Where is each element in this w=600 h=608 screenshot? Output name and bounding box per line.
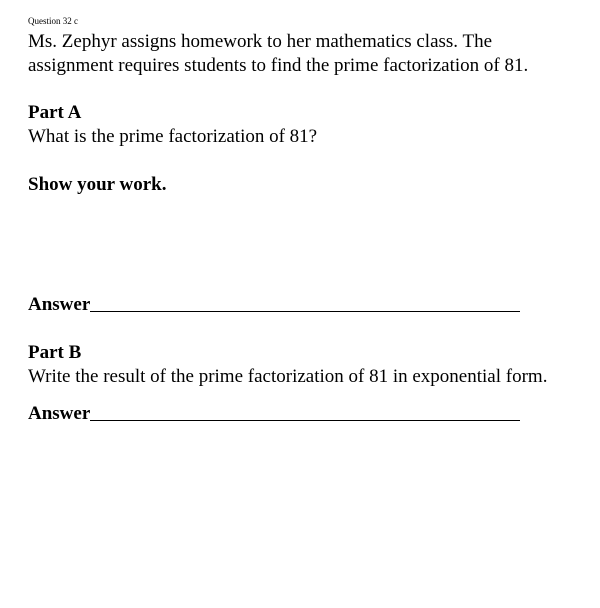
intro-line-1: Ms. Zephyr assigns homework to her mathematics class. The <box>28 31 492 52</box>
question-intro <box>28 30 588 78</box>
part-b-question: Write the result of the prime factorization of 81 in exponential form. <box>28 366 548 387</box>
part-a-answer-label: Answer <box>28 294 91 315</box>
part-b-answer-label: Answer <box>28 403 91 424</box>
part-a-question: What is the prime factorization of 81? <box>28 126 318 147</box>
part-b-answer-row <box>28 403 520 425</box>
show-work-instruction: Show your work. <box>28 174 167 195</box>
part-b-answer-line[interactable] <box>90 419 520 421</box>
part-a-answer-row <box>28 294 520 316</box>
part-a-answer-line[interactable] <box>90 310 520 312</box>
part-b-heading: Part B <box>28 342 82 363</box>
intro-line-2: assignment requires students to find the prime factorization of 81. <box>28 55 529 76</box>
part-a-heading: Part A <box>28 102 82 123</box>
question-number: Question 32 c <box>28 16 78 26</box>
